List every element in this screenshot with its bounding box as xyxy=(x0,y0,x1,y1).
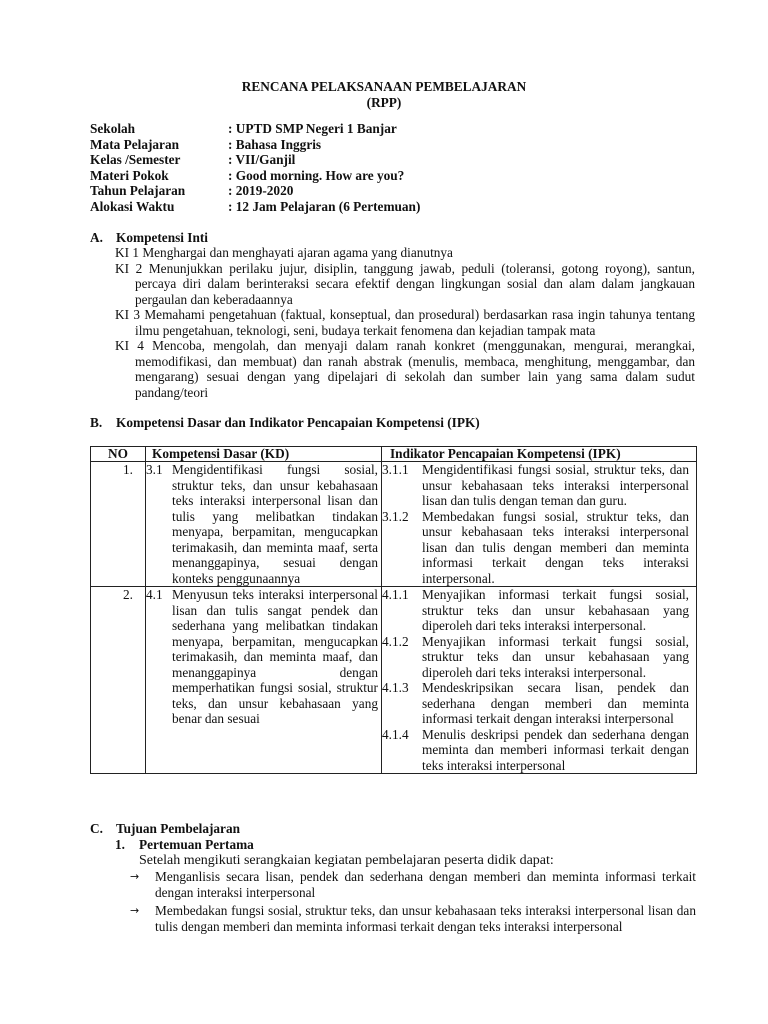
info-value: : VII/Ganjil xyxy=(228,152,296,167)
section-letter: C. xyxy=(90,821,103,836)
info-label: Sekolah xyxy=(90,121,136,136)
info-row xyxy=(90,152,420,168)
arrow-right-icon: → xyxy=(130,904,140,917)
info-row xyxy=(90,183,420,199)
row-number: 2. xyxy=(91,587,146,774)
list-item xyxy=(130,869,696,900)
kd-cell xyxy=(146,462,382,587)
section-b-heading xyxy=(90,415,480,431)
info-row xyxy=(90,121,420,137)
info-label: Alokasi Waktu xyxy=(90,198,175,214)
info-value: : 2019-2020 xyxy=(228,183,294,198)
header-kd: Kompetensi Dasar (KD) xyxy=(146,447,382,462)
goal-text: Menganlisis secara lisan, pendek dan sederhana dengan memberi dan meminta informasi terkait dengan interaksi interpersonal xyxy=(155,869,696,900)
kd-entry xyxy=(146,587,381,727)
ipk-entry xyxy=(382,587,696,634)
ipk-code: 4.1.4 xyxy=(382,726,409,742)
table-header-row xyxy=(91,447,697,462)
info-label: Kelas /Semester xyxy=(90,152,181,167)
ipk-text: Menyajikan informasi terkait fungsi sosial, struktur teks dan unsur kebahasaan yang diperoleh dari teks interaksi interpersonal. xyxy=(422,633,689,680)
table-row xyxy=(91,587,697,774)
ki-item: KI 3 Memahami pengetahuan (faktual, konseptual, dan prosedural) berdasarkan rasa ingin tahunya tentang ilmu pengetahuan, teknologi, seni, budaya terkait fenomena dan kejadian tampak mata xyxy=(115,307,695,338)
ipk-code: 4.1.3 xyxy=(382,680,409,695)
info-value: : Good morning. How are you? xyxy=(228,167,405,183)
ki-list xyxy=(115,245,695,400)
ki-item: KI 4 Mencoba, mengolah, dan menyaji dalam ranah konkret (menggunakan, mengurai, merangkai, memodifikasi, dan membuat) dan ranah abstrak (menulis, membaca, menghitung, menggambar, dan mengarang) sesuai dengan yang dipelajari di sekolah dan sumber lain yang sama dalam sudut pandang/teori xyxy=(115,338,695,400)
ipk-entry xyxy=(382,462,696,509)
meeting-number: 1. xyxy=(115,837,125,852)
ipk-cell xyxy=(382,462,697,587)
ki-item: KI 2 Menunjukkan perilaku jujur, disiplin, tanggung jawab, peduli (toleransi, gotong royong), santun, percaya diri dalam berinteraksi secara efektif dengan lingkungan sosial dan alam dalam jangkauan pergaulan dan keberadaannya xyxy=(115,260,695,307)
info-value: : Bahasa Inggris xyxy=(228,136,322,152)
goal-text: Membedakan fungsi sosial, struktur teks, dan unsur kebahasaan teks interaksi interpersonal lisan dan tulis dengan memberi dan meminta informasi terkait dengan teks interaksi interpersonal xyxy=(155,903,696,934)
identity-block xyxy=(90,121,420,214)
section-a-heading xyxy=(90,230,208,246)
goals-intro: Setelah mengikuti serangkaian kegiatan pembelajaran peserta didik dapat: xyxy=(139,853,554,868)
arrow-right-icon: → xyxy=(130,870,140,883)
section-c-heading xyxy=(90,821,240,837)
kd-ipk-table xyxy=(90,446,697,774)
section-title: Tujuan Pembelajaran xyxy=(116,821,240,836)
info-row xyxy=(90,199,420,215)
kd-cell xyxy=(146,587,382,774)
table-row xyxy=(91,462,697,587)
ipk-entry xyxy=(382,727,696,774)
goals-list xyxy=(130,869,696,937)
ipk-code: 4.1.1 xyxy=(382,587,409,602)
document-subtitle: (RPP) xyxy=(366,95,402,110)
kd-text: Menyusun teks interaksi interpersonal lisan dan tulis sangat pendek dan sederhana yang melibatkan tindakan menyapa, berpamitan, mengucapkan terimakasih, dan meminta maaf, dan menanggapinya dengan memperhatikan fungsi sosial, struktur teks, dan unsur kebahasaan yang benar dan sesuai xyxy=(172,587,378,726)
info-row xyxy=(90,168,420,184)
ipk-text: Mendeskripsikan secara lisan, pendek dan sederhana dengan memberi dan meminta informasi terkait dengan interaksi interpersonal xyxy=(422,680,689,726)
ipk-entry xyxy=(382,634,696,681)
kd-code: 4.1 xyxy=(146,587,163,602)
ipk-text: Mengidentifikasi fungsi sosial, struktur teks, dan unsur kebahasaan teks interaksi interpersonal lisan dan tulis dengan teman dan guru. xyxy=(422,462,689,508)
info-label: Tahun Pelajaran xyxy=(90,183,186,198)
ipk-text: Menulis deskripsi pendek dan sederhana dengan meminta dan memberi informasi terkait dengan teks interaksi interpersonal xyxy=(422,726,689,773)
row-number: 1. xyxy=(91,462,146,587)
ipk-code: 3.1.2 xyxy=(382,508,409,524)
ipk-code: 4.1.2 xyxy=(382,633,409,649)
info-value: : UPTD SMP Negeri 1 Banjar xyxy=(228,121,397,136)
info-label: Mata Pelajaran xyxy=(90,136,179,152)
header-no: NO xyxy=(91,447,146,462)
info-row xyxy=(90,137,420,153)
list-item xyxy=(130,903,696,934)
section-letter: A. xyxy=(90,230,103,245)
section-letter: B. xyxy=(90,415,103,430)
ipk-entry xyxy=(382,509,696,587)
meeting-heading xyxy=(115,837,254,853)
section-title: Kompetensi Inti xyxy=(116,230,208,245)
ki-item: KI 1 Menghargai dan menghayati ajaran agama yang dianutnya xyxy=(115,245,453,260)
section-title: Kompetensi Dasar dan Indikator Pencapaian Kompetensi (IPK) xyxy=(116,415,480,430)
info-label: Materi Pokok xyxy=(90,167,169,183)
document-title: RENCANA PELAKSANAAN PEMBELAJARAN xyxy=(241,79,527,94)
ipk-entry xyxy=(382,680,696,727)
meeting-title: Pertemuan Pertama xyxy=(139,837,254,852)
ipk-cell xyxy=(382,587,697,774)
ipk-text: Membedakan fungsi sosial, struktur teks, dan unsur kebahasaan teks interaksi interpersonal lisan dan tulis dengan memberi dan meminta informasi terkait dengan teks interaksi interpersonal. xyxy=(422,508,689,586)
kd-code: 3.1 xyxy=(146,462,163,477)
header-ipk: Indikator Pencapaian Kompetensi (IPK) xyxy=(382,447,697,462)
kd-entry xyxy=(146,462,381,586)
info-value: : 12 Jam Pelajaran (6 Pertemuan) xyxy=(228,198,421,214)
ipk-code: 3.1.1 xyxy=(382,462,409,477)
ipk-text: Menyajikan informasi terkait fungsi sosial, struktur teks dan unsur kebahasaan yang diperoleh dari teks interaksi interpersonal. xyxy=(422,587,689,633)
kd-text: Mengidentifikasi fungsi sosial, struktur teks, dan unsur kebahasaan teks interaksi interpersonal lisan dan tulis yang melibatkan tindakan menyapa, berpamitan, mengucapkan terimakasih, dan meminta maaf, serta menanggapinya, sesuai dengan konteks penggunaannya xyxy=(172,462,378,586)
